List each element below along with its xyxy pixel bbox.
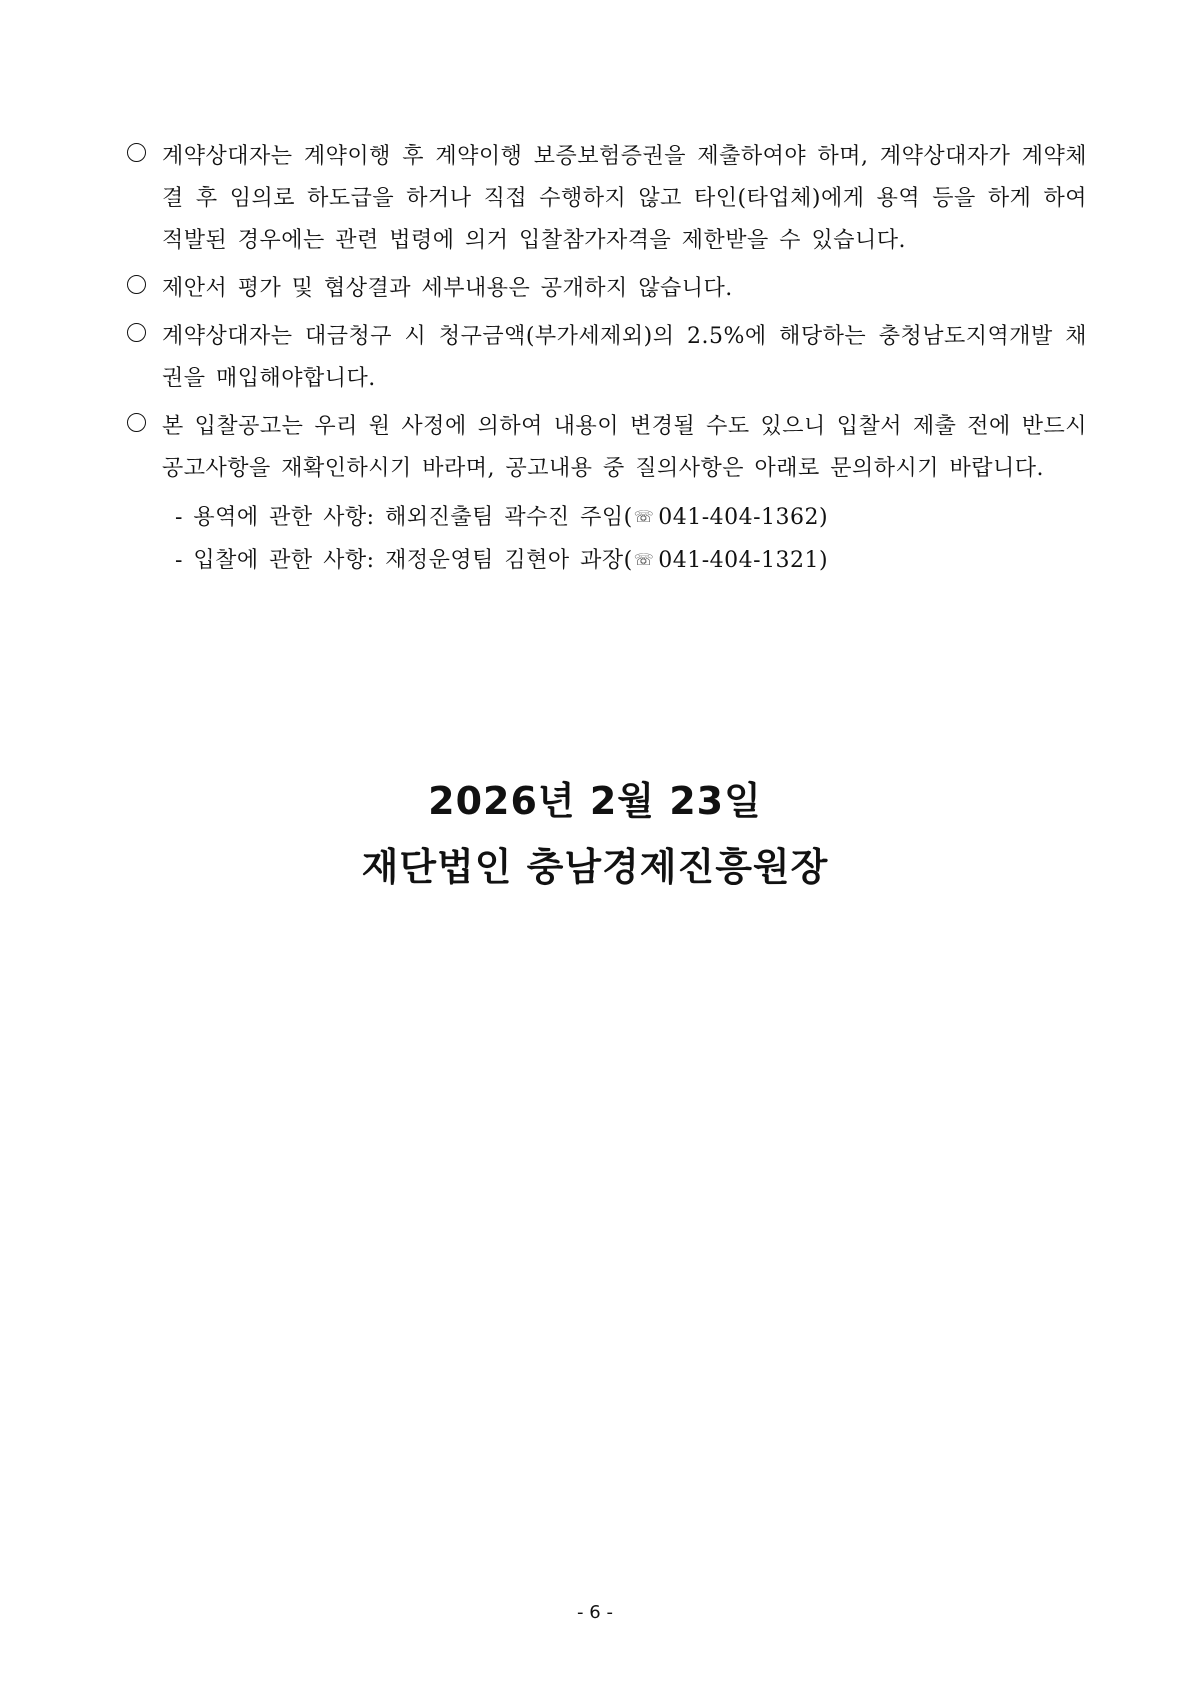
- telephone-icon: ☏: [633, 507, 655, 526]
- contact-label: - 용역에 관한 사항: 해외진출팀 곽수진 주임(: [175, 505, 633, 530]
- contact-phone: 041-404-1321): [658, 548, 829, 573]
- telephone-icon: ☏: [633, 550, 655, 569]
- notice-item: [127, 316, 1087, 400]
- notice-text: 계약상대자는 대금청구 시 청구금액(부가세제외)의 2.5%에 해당하는 충청남도지역개발 채권을 매입해야합니다.: [162, 324, 1087, 391]
- page-number: - 6 -: [577, 1602, 613, 1623]
- notice-item: [127, 136, 1087, 262]
- contact-label: - 입찰에 관한 사항: 재정운영팀 김현아 과장(: [175, 548, 633, 573]
- contact-service: [127, 496, 1087, 539]
- notice-text: 본 입찰공고는 우리 원 사정에 의하여 내용이 변경될 수도 있으니 입찰서 제출 전에 반드시 공고사항을 재확인하시기 바라며, 공고내용 중 질의사항은 아래로 문의하시기 바랍니다.: [162, 414, 1087, 481]
- issue-date: 2026년 2월 23일: [428, 779, 762, 823]
- circle-bullet-icon: [127, 323, 146, 342]
- notice-content: [127, 136, 1087, 582]
- notice-text: 계약상대자는 계약이행 후 계약이행 보증보험증권을 제출하여야 하며, 계약상대자가 계약체결 후 임의로 하도급을 하거나 직접 수행하지 않고 타인(타업체)에게 용역 등을 하게 하여 적발된 경우에는 관련 법령에 의거 입찰참가자격을 제한받을 수 있습니다.: [162, 144, 1087, 253]
- circle-bullet-icon: [127, 413, 146, 432]
- circle-bullet-icon: [127, 143, 146, 162]
- circle-bullet-icon: [127, 275, 146, 294]
- organization-name: 재단법인 충남경제진흥원장: [361, 845, 829, 889]
- notice-item: [127, 268, 1087, 310]
- contact-phone: 041-404-1362): [658, 505, 829, 530]
- notice-item: [127, 406, 1087, 490]
- contact-bidding: [127, 539, 1087, 582]
- notice-text: 제안서 평가 및 협상결과 세부내용은 공개하지 않습니다.: [162, 276, 733, 301]
